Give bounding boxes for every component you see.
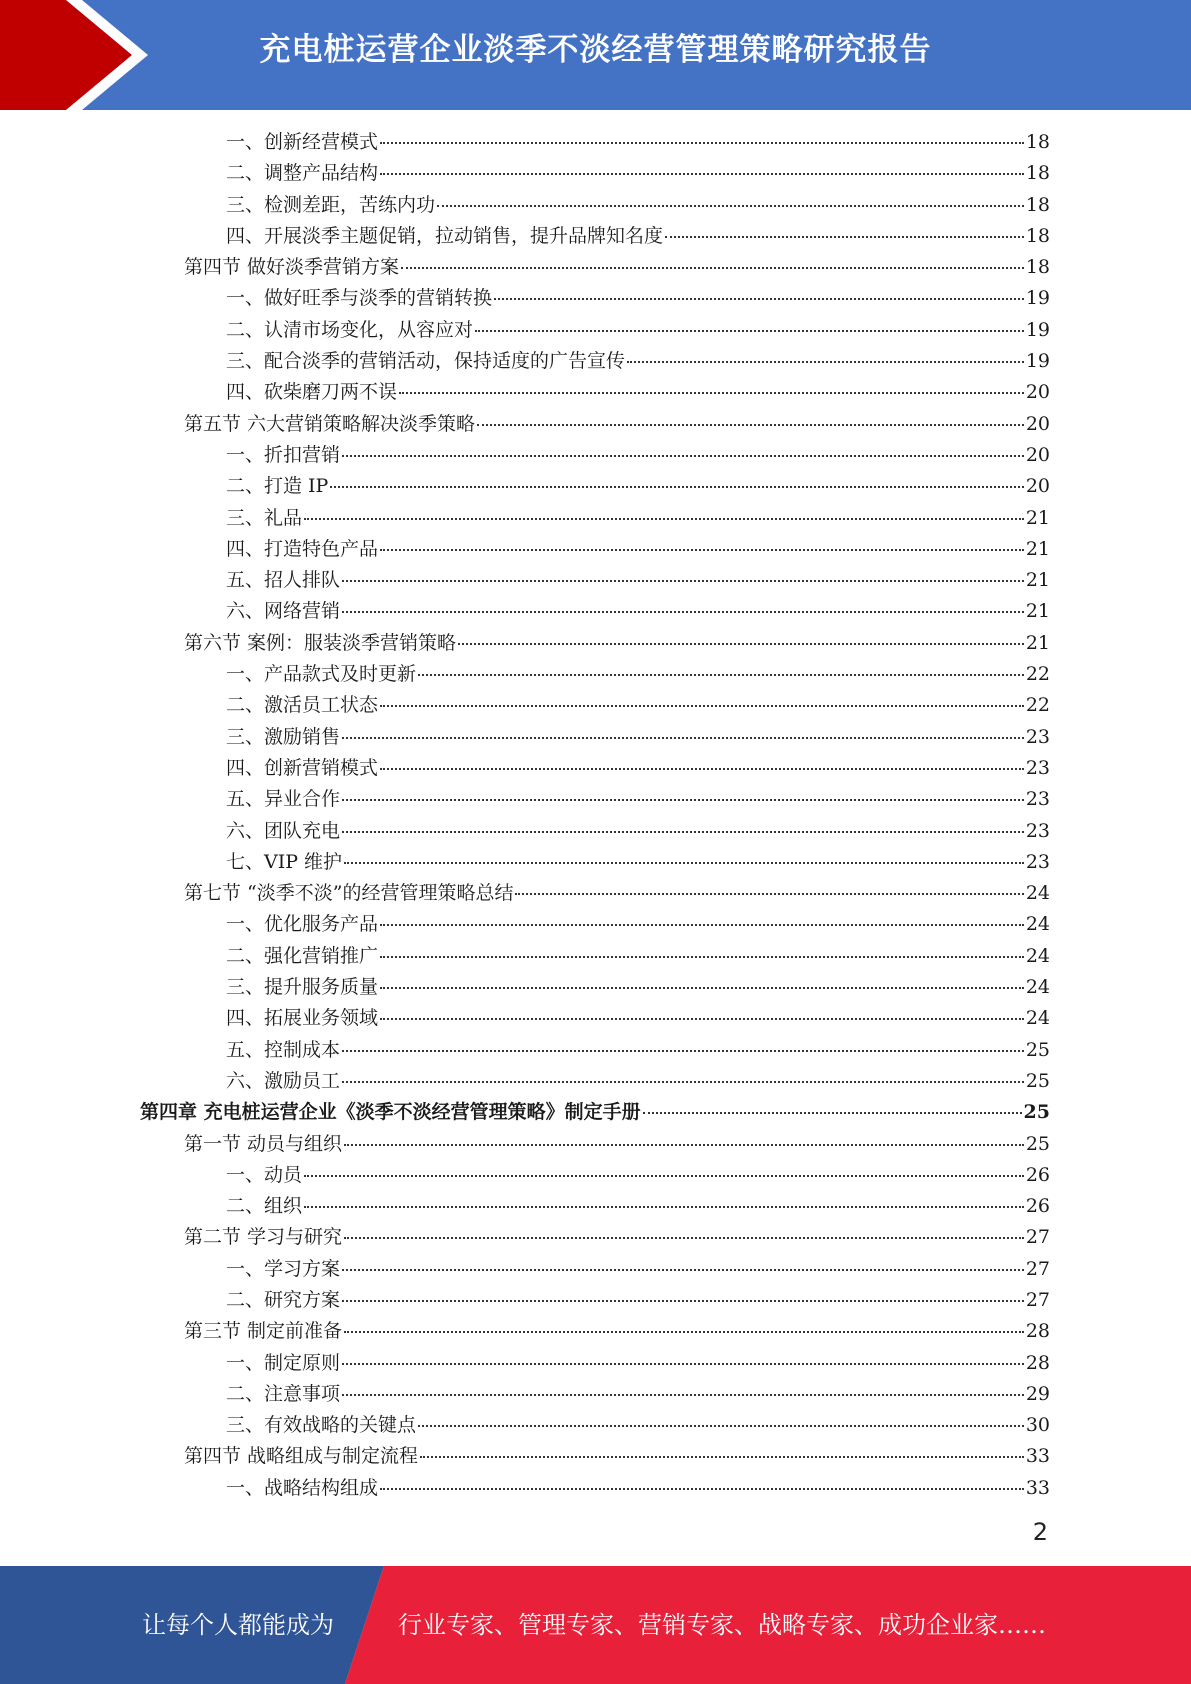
toc-dot-leader (420, 1456, 1024, 1458)
toc-section-entry[interactable] (140, 1222, 1050, 1253)
toc-entry-page: 22 (1025, 663, 1050, 686)
toc-subsection-entry[interactable] (140, 596, 1050, 627)
toc-entry-page: 19 (1025, 287, 1050, 310)
toc-dot-leader (399, 392, 1024, 394)
toc-dot-leader (342, 831, 1024, 833)
toc-dot-leader (643, 1112, 1022, 1114)
toc-dot-leader (380, 1018, 1024, 1020)
toc-entry-page: 24 (1025, 976, 1050, 999)
toc-subsection-entry[interactable] (140, 1379, 1050, 1410)
toc-dot-leader (437, 205, 1024, 207)
toc-entry-page: 20 (1025, 475, 1050, 498)
toc-entry-page: 21 (1025, 600, 1050, 623)
toc-entry-page: 26 (1025, 1163, 1050, 1186)
toc-entry-label: 三、礼品 (226, 506, 303, 529)
toc-entry-label: 五、招人排队 (226, 569, 341, 592)
toc-dot-leader (401, 267, 1024, 269)
toc-dot-leader (380, 173, 1024, 175)
toc-entry-label: 六、激励员工 (226, 1069, 341, 1092)
toc-entry-label: 三、检测差距，苦练内功 (226, 193, 436, 216)
toc-entry-label: 六、团队充电 (226, 819, 341, 842)
toc-section-entry[interactable] (140, 878, 1050, 909)
toc-entry-label: 二、打造 IP (226, 475, 329, 498)
toc-entry-label: 二、强化营销推广 (226, 944, 379, 967)
toc-subsection-entry[interactable] (140, 722, 1050, 753)
toc-subsection-entry[interactable] (140, 753, 1050, 784)
toc-entry-label: 三、提升服务质量 (226, 976, 379, 999)
toc-entry-page: 30 (1025, 1414, 1050, 1437)
toc-subsection-entry[interactable] (140, 1066, 1050, 1097)
toc-dot-leader (342, 1269, 1024, 1271)
toc-entry-page: 20 (1025, 381, 1050, 404)
toc-entry-page: 23 (1025, 819, 1050, 842)
toc-dot-leader (330, 486, 1023, 488)
toc-entry-page: 24 (1025, 882, 1050, 905)
toc-entry-label: 一、制定原则 (226, 1351, 341, 1374)
toc-entry-label: 六、网络营销 (226, 600, 341, 623)
toc-dot-leader (380, 924, 1024, 926)
toc-chapter-entry[interactable] (140, 1097, 1050, 1128)
toc-entry-page: 25 (1025, 1038, 1050, 1061)
toc-entry-page: 18 (1025, 193, 1050, 216)
toc-dot-leader (342, 737, 1024, 739)
toc-entry-label: 一、产品款式及时更新 (226, 663, 417, 686)
toc-entry-label: 二、组织 (226, 1195, 303, 1218)
toc-entry-label: 二、认清市场变化，从容应对 (226, 318, 474, 341)
toc-entry-label: 一、动员 (226, 1163, 303, 1186)
toc-entry-label: 四、砍柴磨刀两不误 (226, 381, 398, 404)
toc-entry-page: 27 (1025, 1288, 1050, 1311)
toc-entry-label: 第一节 动员与组织 (184, 1132, 343, 1155)
toc-subsection-entry[interactable] (140, 784, 1050, 815)
toc-entry-page: 28 (1025, 1320, 1050, 1343)
toc-entry-label: 第四章 充电桩运营企业《淡季不淡经营管理策略》制定手册 (140, 1101, 641, 1124)
toc-dot-leader (304, 1206, 1024, 1208)
toc-entry-page: 24 (1025, 944, 1050, 967)
page-footer (0, 1566, 1191, 1684)
toc-dot-leader (342, 1081, 1024, 1083)
toc-subsection-entry[interactable] (140, 534, 1050, 565)
toc-subsection-entry[interactable] (140, 972, 1050, 1003)
toc-entry-label: 四、打造特色产品 (226, 537, 379, 560)
toc-entry-page: 27 (1025, 1257, 1050, 1280)
toc-dot-leader (344, 1144, 1024, 1146)
page-header (0, 0, 1191, 110)
toc-entry-page: 18 (1025, 256, 1050, 279)
toc-dot-leader (494, 298, 1024, 300)
toc-entry-page: 21 (1025, 506, 1050, 529)
toc-entry-page: 20 (1025, 443, 1050, 466)
toc-section-entry[interactable] (140, 628, 1050, 659)
toc-entry-page: 23 (1025, 756, 1050, 779)
toc-entry-label: 七、VIP 维护 (226, 850, 343, 873)
toc-subsection-entry[interactable] (140, 158, 1050, 189)
toc-entry-label: 三、激励销售 (226, 725, 341, 748)
toc-subsection-entry[interactable] (140, 1285, 1050, 1316)
toc-entry-label: 第四节 战略组成与制定流程 (184, 1445, 419, 1468)
page-number: 2 (1032, 1518, 1048, 1546)
toc-dot-leader (627, 361, 1024, 363)
toc-dot-leader (304, 1175, 1024, 1177)
toc-entry-page: 23 (1025, 788, 1050, 811)
toc-subsection-entry[interactable] (140, 690, 1050, 721)
toc-entry-label: 第三节 制定前准备 (184, 1320, 343, 1343)
footer-slogan-right: 行业专家、管理专家、营销专家、战略专家、成功企业家…… (398, 1611, 1046, 1639)
toc-dot-leader (344, 862, 1024, 864)
toc-dot-leader (458, 643, 1024, 645)
toc-subsection-entry[interactable] (140, 377, 1050, 408)
report-title: 充电桩运营企业淡季不淡经营管理策略研究报告 (259, 32, 932, 68)
toc-entry-page: 21 (1025, 631, 1050, 654)
toc-dot-leader (344, 1331, 1024, 1333)
toc-entry-label: 一、学习方案 (226, 1257, 341, 1280)
toc-entry-label: 二、注意事项 (226, 1382, 341, 1405)
toc-subsection-entry[interactable] (140, 1035, 1050, 1066)
toc-entry-page: 20 (1025, 412, 1050, 435)
toc-section-entry[interactable] (140, 1129, 1050, 1160)
toc-subsection-entry[interactable] (140, 1473, 1050, 1504)
toc-subsection-entry[interactable] (140, 1191, 1050, 1222)
toc-dot-leader (342, 799, 1024, 801)
toc-entry-page: 24 (1025, 913, 1050, 936)
toc-entry-page: 22 (1025, 694, 1050, 717)
toc-entry-page: 28 (1025, 1351, 1050, 1374)
toc-entry-label: 一、做好旺季与淡季的营销转换 (226, 287, 493, 310)
toc-dot-leader (418, 1425, 1024, 1427)
toc-entry-label: 四、开展淡季主题促销，拉动销售，提升品牌知名度 (226, 224, 664, 247)
toc-dot-leader (380, 956, 1024, 958)
toc-entry-label: 第七节 “淡季不淡”的经营管理策略总结 (184, 882, 514, 905)
toc-subsection-entry[interactable] (140, 659, 1050, 690)
toc-entry-label: 二、研究方案 (226, 1288, 341, 1311)
toc-dot-leader (342, 1363, 1024, 1365)
toc-dot-leader (665, 236, 1024, 238)
toc-entry-page: 33 (1025, 1476, 1050, 1499)
toc-entry-page: 25 (1025, 1132, 1050, 1155)
toc-entry-page: 27 (1025, 1226, 1050, 1249)
toc-subsection-entry[interactable] (140, 315, 1050, 346)
toc-subsection-entry[interactable] (140, 346, 1050, 377)
toc-subsection-entry[interactable] (140, 1348, 1050, 1379)
toc-entry-page: 23 (1025, 850, 1050, 873)
toc-dot-leader (380, 987, 1024, 989)
toc-entry-page: 25 (1023, 1101, 1050, 1124)
toc-entry-page: 33 (1025, 1445, 1050, 1468)
toc-subsection-entry[interactable] (140, 503, 1050, 534)
toc-subsection-entry[interactable] (140, 909, 1050, 940)
toc-section-entry[interactable] (140, 1441, 1050, 1472)
toc-subsection-entry[interactable] (140, 440, 1050, 471)
toc-dot-leader (342, 455, 1024, 457)
toc-entry-page: 18 (1025, 162, 1050, 185)
toc-entry-label: 第六节 案例：服装淡季营销策略 (184, 631, 457, 654)
toc-entry-label: 三、有效战略的关键点 (226, 1414, 417, 1437)
toc-entry-label: 五、控制成本 (226, 1038, 341, 1061)
toc-section-entry[interactable] (140, 409, 1050, 440)
toc-entry-page: 23 (1025, 725, 1050, 748)
toc-subsection-entry[interactable] (140, 941, 1050, 972)
toc-entry-page: 29 (1025, 1382, 1050, 1405)
toc-entry-label: 一、创新经营模式 (226, 131, 379, 153)
toc-entry-label: 第四节 做好淡季营销方案 (184, 256, 400, 279)
toc-dot-leader (304, 518, 1024, 520)
toc-subsection-entry[interactable] (140, 283, 1050, 314)
toc-dot-leader (418, 674, 1024, 676)
toc-entry-page: 25 (1025, 1069, 1050, 1092)
toc-entry-label: 一、战略结构组成 (226, 1476, 379, 1499)
toc-entry-page: 24 (1025, 1007, 1050, 1030)
toc-subsection-entry[interactable] (140, 1410, 1050, 1441)
toc-subsection-entry[interactable] (140, 1254, 1050, 1285)
toc-entry-page: 21 (1025, 537, 1050, 560)
toc-subsection-entry[interactable] (140, 471, 1050, 502)
toc-dot-leader (342, 1394, 1024, 1396)
toc-entry-label: 五、异业合作 (226, 788, 341, 811)
toc-entry-label: 二、激活员工状态 (226, 694, 379, 717)
toc-entry-label: 一、优化服务产品 (226, 913, 379, 936)
toc-dot-leader (344, 1237, 1024, 1239)
toc-entry-label: 二、调整产品结构 (226, 162, 379, 185)
toc-subsection-entry[interactable] (140, 190, 1050, 221)
toc-subsection-entry[interactable] (140, 847, 1050, 878)
toc-entry-label: 一、折扣营销 (226, 443, 341, 466)
toc-dot-leader (380, 768, 1024, 770)
toc-entry-label: 四、拓展业务领域 (226, 1007, 379, 1030)
toc-subsection-entry[interactable] (140, 221, 1050, 252)
toc-entry-page: 18 (1025, 224, 1050, 247)
toc-subsection-entry[interactable] (140, 1160, 1050, 1191)
toc-subsection-entry[interactable] (140, 1003, 1050, 1034)
toc-entry-page: 19 (1025, 350, 1050, 373)
toc-dot-leader (477, 424, 1024, 426)
table-of-contents (140, 127, 1050, 1504)
toc-dot-leader (380, 1488, 1024, 1490)
toc-entry-page: 19 (1025, 318, 1050, 341)
toc-section-entry[interactable] (140, 252, 1050, 283)
toc-section-entry[interactable] (140, 1316, 1050, 1347)
toc-entry-page: 21 (1025, 569, 1050, 592)
toc-entry-page: 18 (1025, 131, 1050, 153)
toc-dot-leader (380, 549, 1024, 551)
toc-dot-leader (515, 893, 1023, 895)
toc-dot-leader (380, 142, 1024, 144)
toc-dot-leader (475, 330, 1024, 332)
toc-subsection-entry[interactable] (140, 565, 1050, 596)
toc-entry-label: 四、创新营销模式 (226, 756, 379, 779)
toc-entry-label: 第二节 学习与研究 (184, 1226, 343, 1249)
toc-dot-leader (380, 705, 1024, 707)
footer-slogan-left: 让每个人都能成为 (142, 1611, 334, 1639)
toc-subsection-entry[interactable] (140, 816, 1050, 847)
toc-dot-leader (342, 611, 1024, 613)
toc-entry-label: 三、配合淡季的营销活动，保持适度的广告宣传 (226, 350, 626, 373)
toc-entry-page: 26 (1025, 1195, 1050, 1218)
toc-dot-leader (342, 580, 1024, 582)
toc-dot-leader (342, 1050, 1024, 1052)
toc-dot-leader (342, 1300, 1024, 1302)
toc-subsection-entry[interactable] (140, 127, 1050, 158)
toc-entry-label: 第五节 六大营销策略解决淡季策略 (184, 412, 476, 435)
